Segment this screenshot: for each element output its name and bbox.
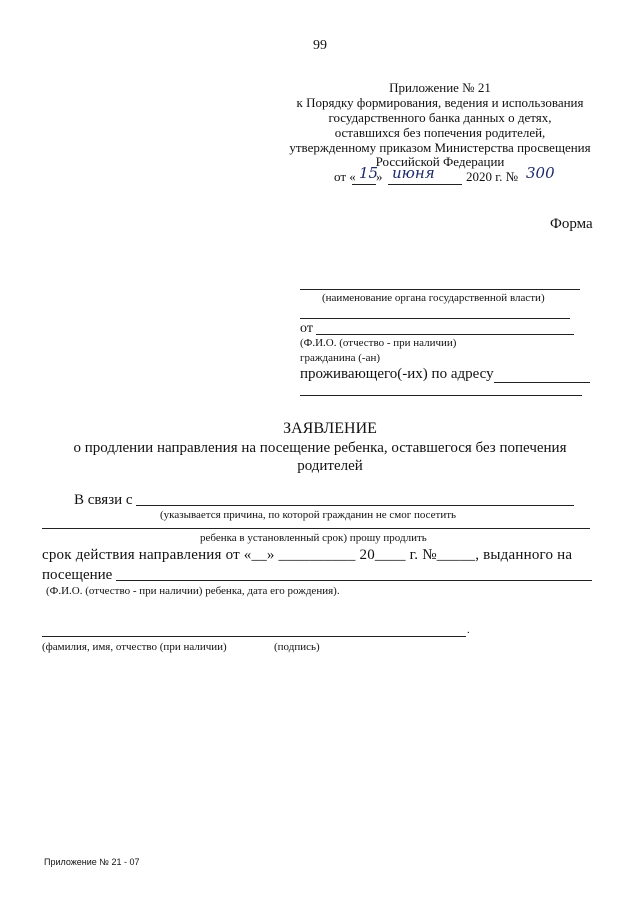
appendix-title: Приложение № 21 [389, 80, 491, 95]
appendix-line-4: оставшихся без попечения родителей, [334, 125, 546, 140]
signature-line [42, 636, 466, 637]
date-day-close: » [376, 169, 383, 184]
reason-caption-2: ребенка в установленный срок) прошу продлить [200, 532, 427, 544]
authority-line [300, 289, 580, 290]
year-and-number-label: 2020 г. № [466, 169, 519, 184]
document-title: ЗАЯВЛЕНИЕ [283, 420, 377, 437]
document-subtitle-1: о продлении направления на посещение ребенка, оставшегося без попечения [73, 440, 567, 456]
day-underline [352, 184, 376, 185]
from-label: от [300, 321, 313, 336]
child-caption: (Ф.И.О. (отчество - при наличии) ребенка, дата его рождения). [46, 585, 340, 597]
child-line [116, 580, 592, 581]
reason-caption: (указывается причина, по которой гражданин не смог посетить [160, 509, 457, 521]
fio-caption: (Ф.И.О. (отчество - при наличии) [300, 337, 457, 349]
signature-fio-caption: (фамилия, имя, отчество (при наличии) [42, 641, 227, 653]
from-line [316, 334, 574, 335]
signature-dot: . [467, 624, 470, 636]
document-subtitle-2: родителей [297, 458, 363, 474]
reason-line [136, 505, 574, 506]
handwritten-month: июня [392, 164, 435, 182]
authority-line-2 [300, 318, 570, 319]
visit-label: посещение [42, 567, 113, 583]
signature-sign-caption: (подпись) [274, 641, 320, 653]
citizen-caption: гражданина (-ан) [300, 352, 381, 364]
footer-label: Приложение № 21 - 07 [44, 857, 140, 867]
residing-label: проживающего(-их) по адресу [300, 366, 494, 382]
address-line-2 [300, 395, 582, 396]
authority-caption: (наименование органа государственной власти) [322, 292, 545, 304]
handwritten-order-number: 300 [526, 164, 555, 182]
term-line: срок действия направления от «__» __________ 20____ г. №_____, выданного на [42, 547, 573, 563]
appendix-line-3: государственного банка данных о детях, [328, 110, 552, 125]
page-number: 99 [313, 38, 327, 53]
appendix-line-5: утвержденному приказом Министерства просвещения [289, 140, 591, 155]
date-prefix: от « [334, 169, 356, 184]
reason-line-2 [42, 528, 590, 529]
due-to-label: В связи с [74, 492, 133, 508]
form-label: Форма [550, 216, 593, 232]
appendix-line-2: к Порядку формирования, ведения и использования [296, 95, 584, 110]
month-underline [388, 184, 462, 185]
handwritten-day: 15 [359, 164, 379, 182]
address-line [494, 382, 590, 383]
appendix-line-6: Российской Федерации [375, 154, 505, 169]
